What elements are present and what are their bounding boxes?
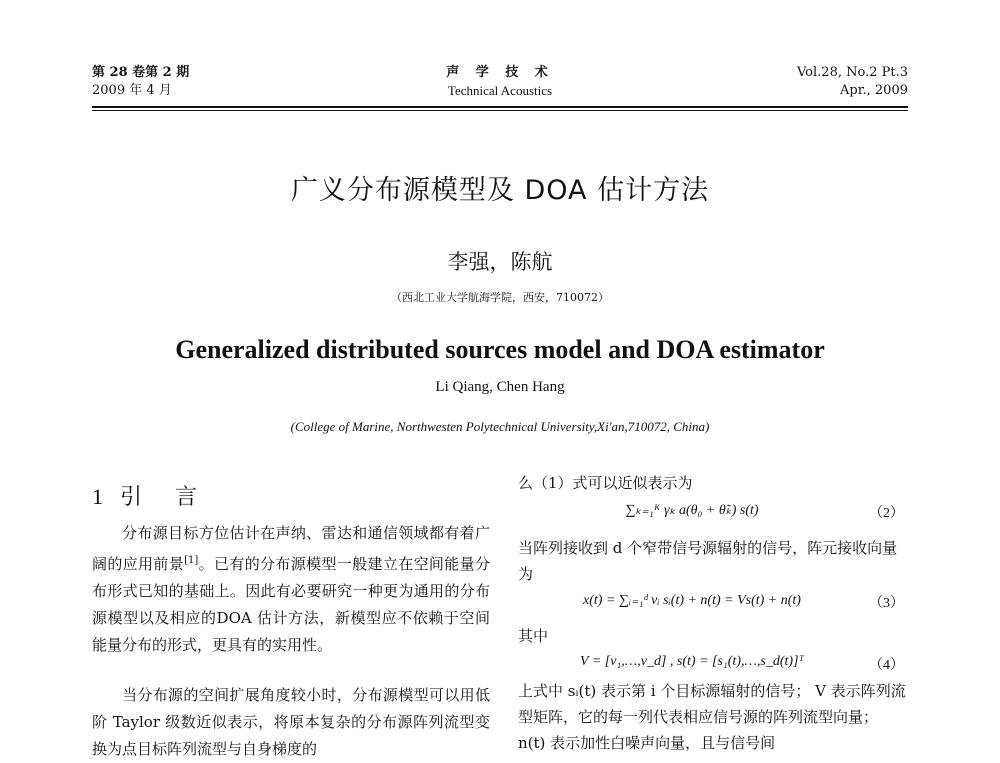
para1-text-a: 分布源目标方位估计在声纳、雷达和通信领域都有着广阔的应用前景	[92, 524, 490, 573]
header-right	[797, 64, 908, 100]
right-line-1: 么（1）式可以近似表示为	[518, 474, 693, 492]
volume-issue-en: Vol.28, No.2 Pt.3	[796, 65, 908, 80]
header-rule-thin	[92, 110, 908, 111]
authors-cn: 李强，陈航	[447, 250, 553, 274]
equation-2	[518, 502, 910, 524]
equation-2-formula: ∑ₖ₌₁ᴷ γₖ a(θ₀ + θ̃ₖ) s(t)	[625, 503, 759, 518]
equation-4	[518, 654, 910, 676]
para1-text-b: 。已有的分布源模型一般建立在空间能量分布形式已知的基础上。因此有必要研究一种更为通用的分布源模型以及相应的DOA 估计方法，新模型应不依赖于空间能量分布的形式，更具有的实用性。	[92, 555, 490, 654]
date-cn: 2009 年 4 月	[92, 83, 172, 98]
right-paragraph-b: 上式中 sᵢ(t) 表示第 i 个目标源辐射的信号； V 表示阵列流型矩阵，它的每一列代表相应信号源的阵列流型向量； n(t) 表示加性白噪声向量，且与信号间	[518, 682, 906, 752]
equation-3-number: （3）	[869, 596, 904, 611]
where-label: 其中	[518, 627, 549, 645]
section-number: 1	[92, 484, 103, 509]
journal-name-en: Technical Acoustics	[447, 83, 553, 98]
section-heading	[92, 480, 197, 511]
title-cn: 广义分布源模型及 DOA 估计方法	[290, 175, 710, 206]
equation-4-number: （4）	[869, 658, 904, 673]
section-title-part2: 言	[175, 485, 198, 510]
affiliation-cn: （西北工业大学航海学院，西安，710072）	[391, 291, 609, 304]
paragraph-intro-2: 当分布源的空间扩展角度较小时，分布源模型可以用低阶 Taylor 级数近似表示，将原本复杂的分布源阵列流型变换为点目标阵列流型与自身梯度的	[92, 686, 490, 758]
title-en: Generalized distributed sources model and DOA estimator	[175, 335, 825, 364]
header-center	[400, 64, 600, 100]
citation-ref: [1]	[184, 555, 199, 566]
volume-issue-cn: 第 28 卷第 2 期	[92, 65, 190, 80]
header-left	[92, 64, 189, 100]
affiliation-en: (College of Marine, Northwesten Polytechnical University,Xi'an,710072, China)	[290, 419, 710, 434]
header-rule-thick	[92, 106, 908, 108]
date-en: Apr., 2009	[840, 83, 908, 98]
journal-name-cn: 声 学 技 术	[446, 65, 554, 80]
equation-2-number: （2）	[869, 506, 904, 521]
equation-3-formula: x(t) = ∑ᵢ₌₁ᵈ vᵢ sᵢ(t) + n(t) = Vs(t) + n(t)	[583, 593, 801, 608]
authors-en: Li Qiang, Chen Hang	[435, 379, 565, 395]
section-title-part1: 引	[120, 485, 143, 510]
equation-3	[518, 592, 910, 614]
paragraph-intro-1	[92, 520, 490, 659]
right-paragraph-a: 当阵列接收到 d 个窄带信号源辐射的信号，阵元接收向量为	[518, 539, 898, 583]
equation-4-formula: V = [v₁,…,v_d] , s(t) = [s₁(t),…,s_d(t)]ᵀ	[580, 654, 804, 669]
